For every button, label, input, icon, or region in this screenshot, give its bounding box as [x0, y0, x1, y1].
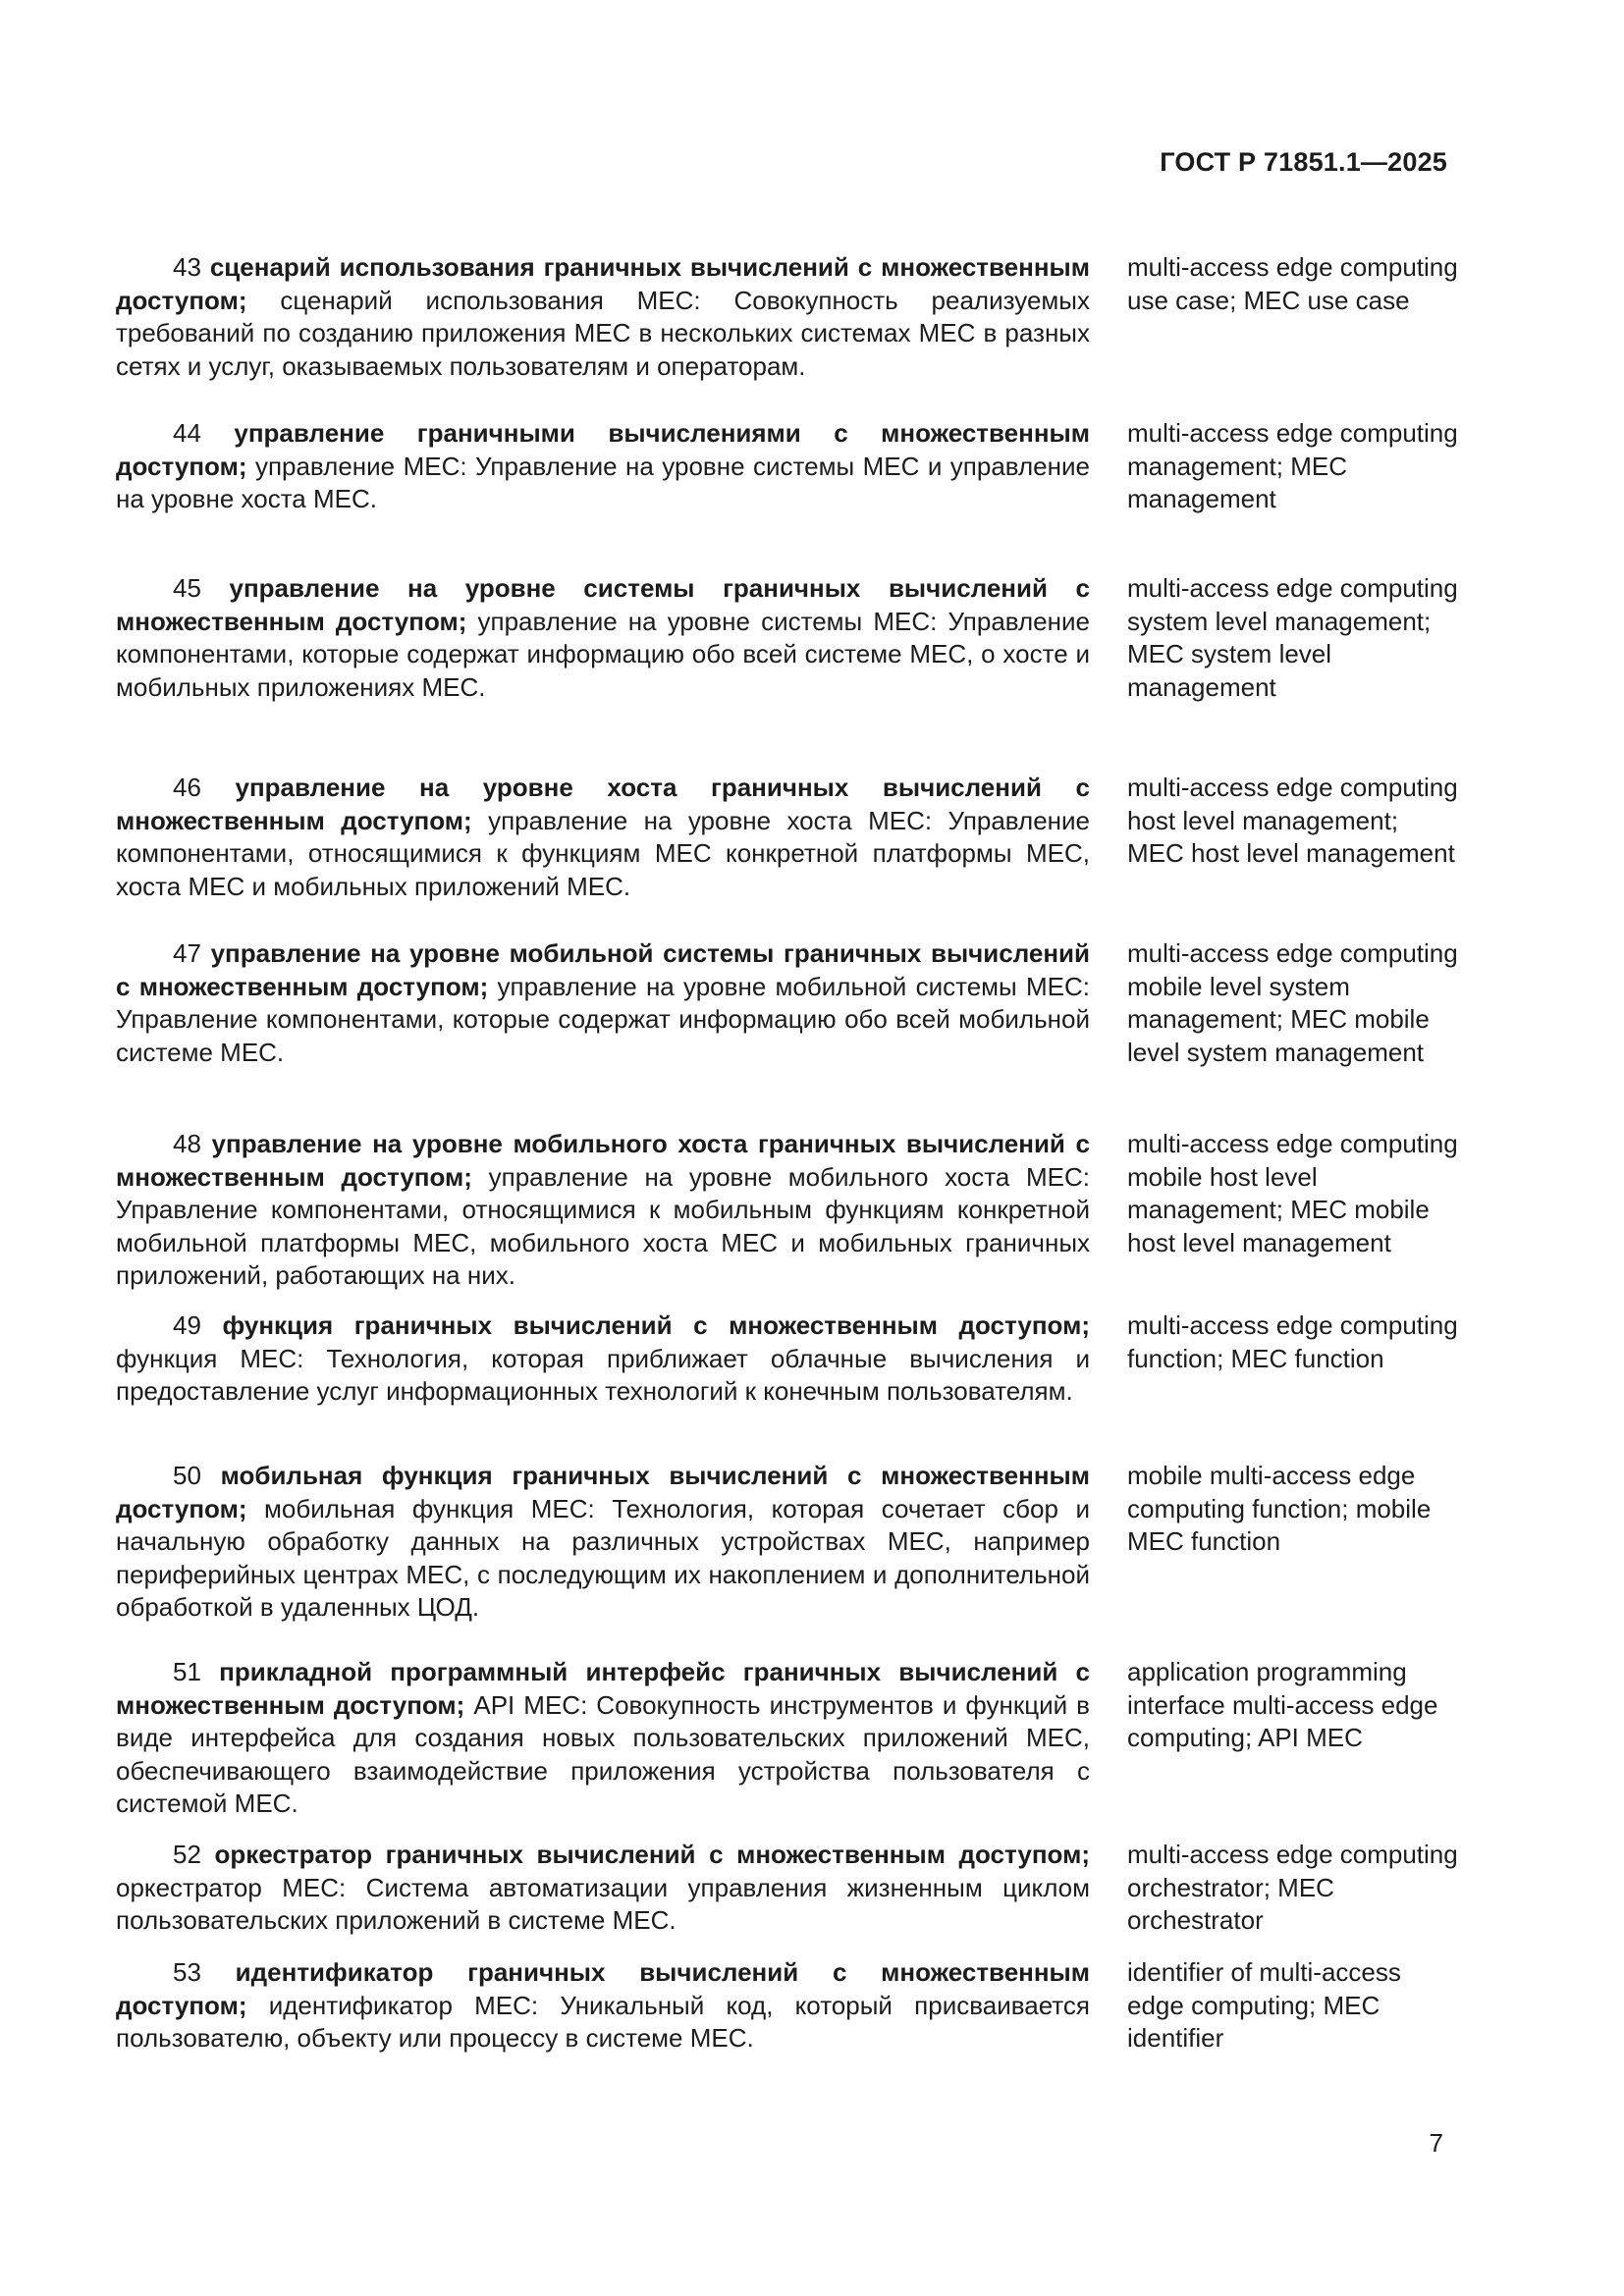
term-ru-text — [116, 572, 1090, 704]
term-name: управление на уровне системы граничных вычислений с множественным доступом; — [116, 573, 1091, 636]
term-number: 43 — [173, 252, 201, 282]
term-definition: API МЕС: Совокупность инструментов и функций в виде интерфейса для создания новых пользовательских приложений МЕС, обеспечивающего взаимодействие приложения устройства пользователя с системой МЕС. — [116, 1689, 1090, 1818]
term-number: 47 — [173, 938, 201, 968]
term-english-equivalent: multi-access edge computing orchestrator; MEC orchestrator — [1127, 1840, 1458, 1935]
term-name: функция граничных вычислений с множественным доступом; — [222, 1310, 1090, 1340]
term-ru-text — [116, 772, 1090, 903]
term-number: 48 — [173, 1129, 201, 1158]
term-name: оркестратор граничных вычислений с множественным доступом; — [214, 1840, 1090, 1869]
term-name: управление граничными вычислениями с множественным доступом; — [116, 418, 1090, 481]
term-name: сценарий использования граничных вычислений с множественным доступом; — [116, 252, 1090, 315]
term-english-equivalent: multi-access edge computing management; MEC management — [1127, 418, 1458, 513]
term-english-equivalent: mobile multi-access edge computing function; mobile MEC function — [1127, 1461, 1432, 1556]
term-number: 45 — [173, 573, 201, 603]
term-name: мобильная функция граничных вычислений с множественным доступом; — [116, 1461, 1090, 1523]
term-ru-text — [116, 1128, 1090, 1293]
term-name: идентификатор граничных вычислений с множественным доступом; — [116, 1957, 1090, 2020]
term-name: управление на уровне мобильного хоста граничных вычислений с множественным доступом; — [116, 1129, 1090, 1192]
term-definition: мобильная функция МЕС: Технология, которая сочетает сбор и начальную обработку данных на различных устройствах МЕС, например периферийных центрах МЕС, с последующим их накоплением и дополнительной обработкой в удаленных ЦОД. — [116, 1493, 1090, 1622]
term-ru-text — [116, 417, 1090, 516]
term-english-equivalent: multi-access edge computing mobile level system management; MEC mobile level system management — [1127, 938, 1458, 1067]
term-number: 53 — [173, 1957, 201, 1987]
term-english-equivalent: identifier of multi-access edge computing; MEC identifier — [1127, 1957, 1401, 2053]
term-definition: управление на уровне системы МЕС: Управление компонентами, которые содержат информацию обо всей системе МЕС, о хосте и мобильных приложениях МЕС. — [116, 606, 1090, 702]
term-definition: управление МЕС: Управление на уровне системы МЕС и управление на уровне хоста МЕС. — [116, 451, 1090, 513]
term-ru-text — [116, 937, 1090, 1069]
term-english-equivalent: multi-access edge computing use case; MEC use case — [1127, 252, 1458, 315]
term-english-equivalent: multi-access edge computing host level management; MEC host level management — [1127, 773, 1458, 868]
term-number: 50 — [173, 1461, 201, 1490]
term-english-equivalent: multi-access edge computing function; MEC function — [1127, 1310, 1458, 1373]
term-number: 52 — [173, 1840, 201, 1869]
term-english-equivalent: application programming interface multi-access edge computing; API MEC — [1127, 1657, 1438, 1752]
term-definition: функция МЕС: Технология, которая приближает облачные вычисления и предоставление услуг информационных технологий к конечным пользователям. — [116, 1343, 1090, 1406]
term-name: прикладной программный интерфейс граничных вычислений с множественным доступом; — [116, 1657, 1090, 1720]
term-number: 46 — [173, 773, 201, 802]
term-definition: управление на уровне хоста МЕС: Управление компонентами, относящимися к функциям МЕС конкретной платформы МЕС, хоста МЕС и мобильных приложений МЕС. — [116, 805, 1091, 901]
term-definition: управление на уровне мобильного хоста МЕС: Управление компонентами, относящимися к мобильным функциям конкретной мобильной платформы МЕС, мобильного хоста МЕС и мобильных граничных приложений, работающих на них. — [116, 1161, 1090, 1290]
term-definition: оркестратор МЕС: Система автоматизации управления жизненным циклом пользовательских приложений в системе МЕС. — [116, 1872, 1090, 1935]
page-number: 7 — [1429, 2128, 1443, 2158]
term-definition: управление на уровне мобильной системы МЕС: Управление компонентами, которые содержат информацию обо всей мобильной системе МЕС. — [116, 971, 1090, 1067]
term-number: 49 — [173, 1310, 201, 1340]
standard-designation: ГОСТ Р 71851.1—2025 — [1160, 147, 1447, 177]
term-english-equivalent: multi-access edge computing mobile host level management; MEC mobile host level management — [1127, 1129, 1458, 1257]
term-name: управление на уровне хоста граничных вычислений с множественным доступом; — [116, 773, 1090, 835]
term-definition: идентификатор МЕС: Уникальный код, который присваивается пользователю, объекту или процессу в системе МЕС. — [116, 1990, 1090, 2053]
term-ru-text — [116, 1956, 1090, 2056]
term-ru-text — [116, 251, 1090, 383]
term-definition: сценарий использования МЕС: Совокупность реализуемых требований по созданию приложения МЕС в нескольких системах МЕС в разных сетях и услуг, оказываемых пользователям и операторам. — [116, 285, 1090, 381]
term-ru-text — [116, 1839, 1090, 1938]
term-number: 51 — [173, 1657, 201, 1686]
term-name: управление на уровне мобильной системы граничных вычислений с множественным доступом; — [116, 938, 1090, 1001]
term-ru-text — [116, 1309, 1090, 1409]
term-ru-text — [116, 1656, 1090, 1821]
term-ru-text — [116, 1460, 1090, 1625]
term-english-equivalent: multi-access edge computing system level management; MEC system level management — [1127, 573, 1458, 702]
term-number: 44 — [173, 418, 201, 448]
